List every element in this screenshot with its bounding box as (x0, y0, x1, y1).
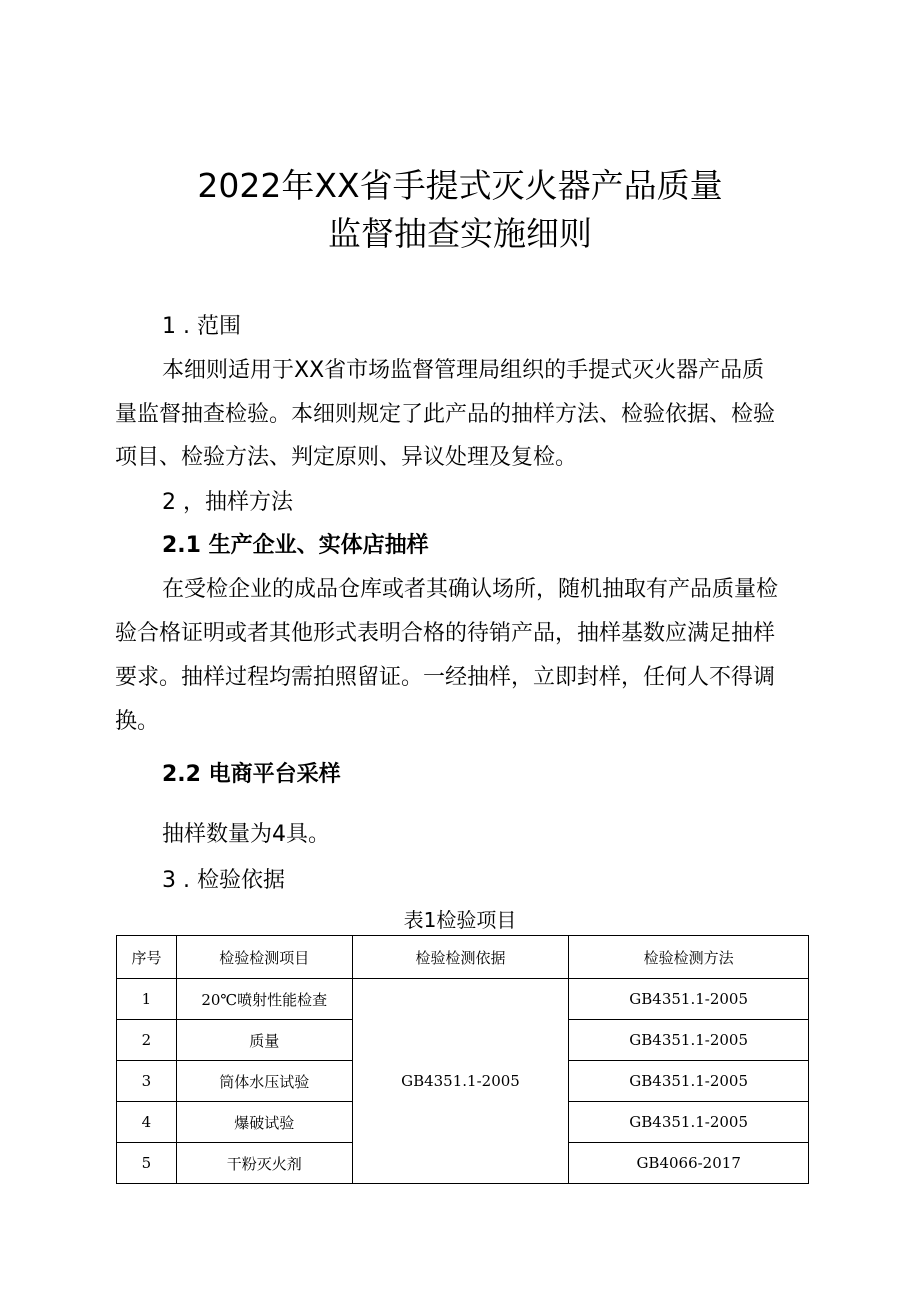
table-row (117, 979, 809, 1020)
section-2-1-paragraph-line-1: 在受检企业的成品仓库或者其确认场所，随机抽取有产品质量检 (162, 577, 779, 602)
cell-no: 5 (117, 1143, 177, 1184)
cell-item: 20℃喷射性能检查 (176, 979, 352, 1020)
section-2-heading: 2 ，抽样方法 (162, 490, 293, 515)
header-basis: 检验检测依据 (352, 936, 569, 979)
section-1-heading: 1 . 范围 (162, 314, 241, 339)
cell-no: 4 (117, 1102, 177, 1143)
document-title-line-1: 2022年XX省手提式灭火器产品质量 (197, 166, 723, 205)
section-1-paragraph-line-3: 项目、检验方法、判定原则、异议处理及复检。 (115, 445, 578, 470)
cell-method: GB4351.1-2005 (569, 1102, 809, 1143)
header-no: 序号 (117, 936, 177, 979)
cell-item: 爆破试验 (176, 1102, 352, 1143)
cell-item: 干粉灭火剂 (176, 1143, 352, 1184)
cell-no: 2 (117, 1020, 177, 1061)
section-2-1-paragraph-line-2: 验合格证明或者其他形式表明合格的待销产品，抽样基数应满足抽样 (115, 621, 776, 646)
header-item: 检验检测项目 (176, 936, 352, 979)
section-3-heading: 3 . 检验依据 (162, 868, 285, 893)
cell-item: 筒体水压试验 (176, 1061, 352, 1102)
cell-no: 3 (117, 1061, 177, 1102)
cell-item: 质量 (176, 1020, 352, 1061)
cell-method: GB4351.1-2005 (569, 979, 809, 1020)
header-method: 检验检测方法 (569, 936, 809, 979)
section-1-paragraph-line-1: 本细则适用于XX省市场监督管理局组织的手提式灭火器产品质 (162, 358, 765, 383)
table-header-row (117, 936, 809, 979)
section-2-2-paragraph: 抽样数量为4具。 (162, 822, 330, 847)
cell-method: GB4351.1-2005 (569, 1061, 809, 1102)
section-2-1-heading: 2.1 生产企业、实体店抽样 (162, 533, 429, 558)
section-2-1-paragraph-line-3: 要求。抽样过程均需拍照留证。一经抽样，立即封样，任何人不得调 (115, 665, 776, 690)
section-2-2-heading: 2.2 电商平台采样 (162, 762, 341, 787)
inspection-items-table (116, 935, 809, 1184)
cell-basis: GB4351.1-2005 (352, 979, 569, 1184)
cell-method: GB4066-2017 (569, 1143, 809, 1184)
table-caption: 表1检验项目 (403, 908, 517, 932)
cell-method: GB4351.1-2005 (569, 1020, 809, 1061)
section-2-1-paragraph-line-4: 换。 (115, 709, 160, 734)
section-1-paragraph-line-2: 量监督抽查检验。本细则规定了此产品的抽样方法、检验依据、检验 (115, 402, 776, 427)
document-title-line-2: 监督抽查实施细则 (328, 214, 592, 253)
cell-no: 1 (117, 979, 177, 1020)
